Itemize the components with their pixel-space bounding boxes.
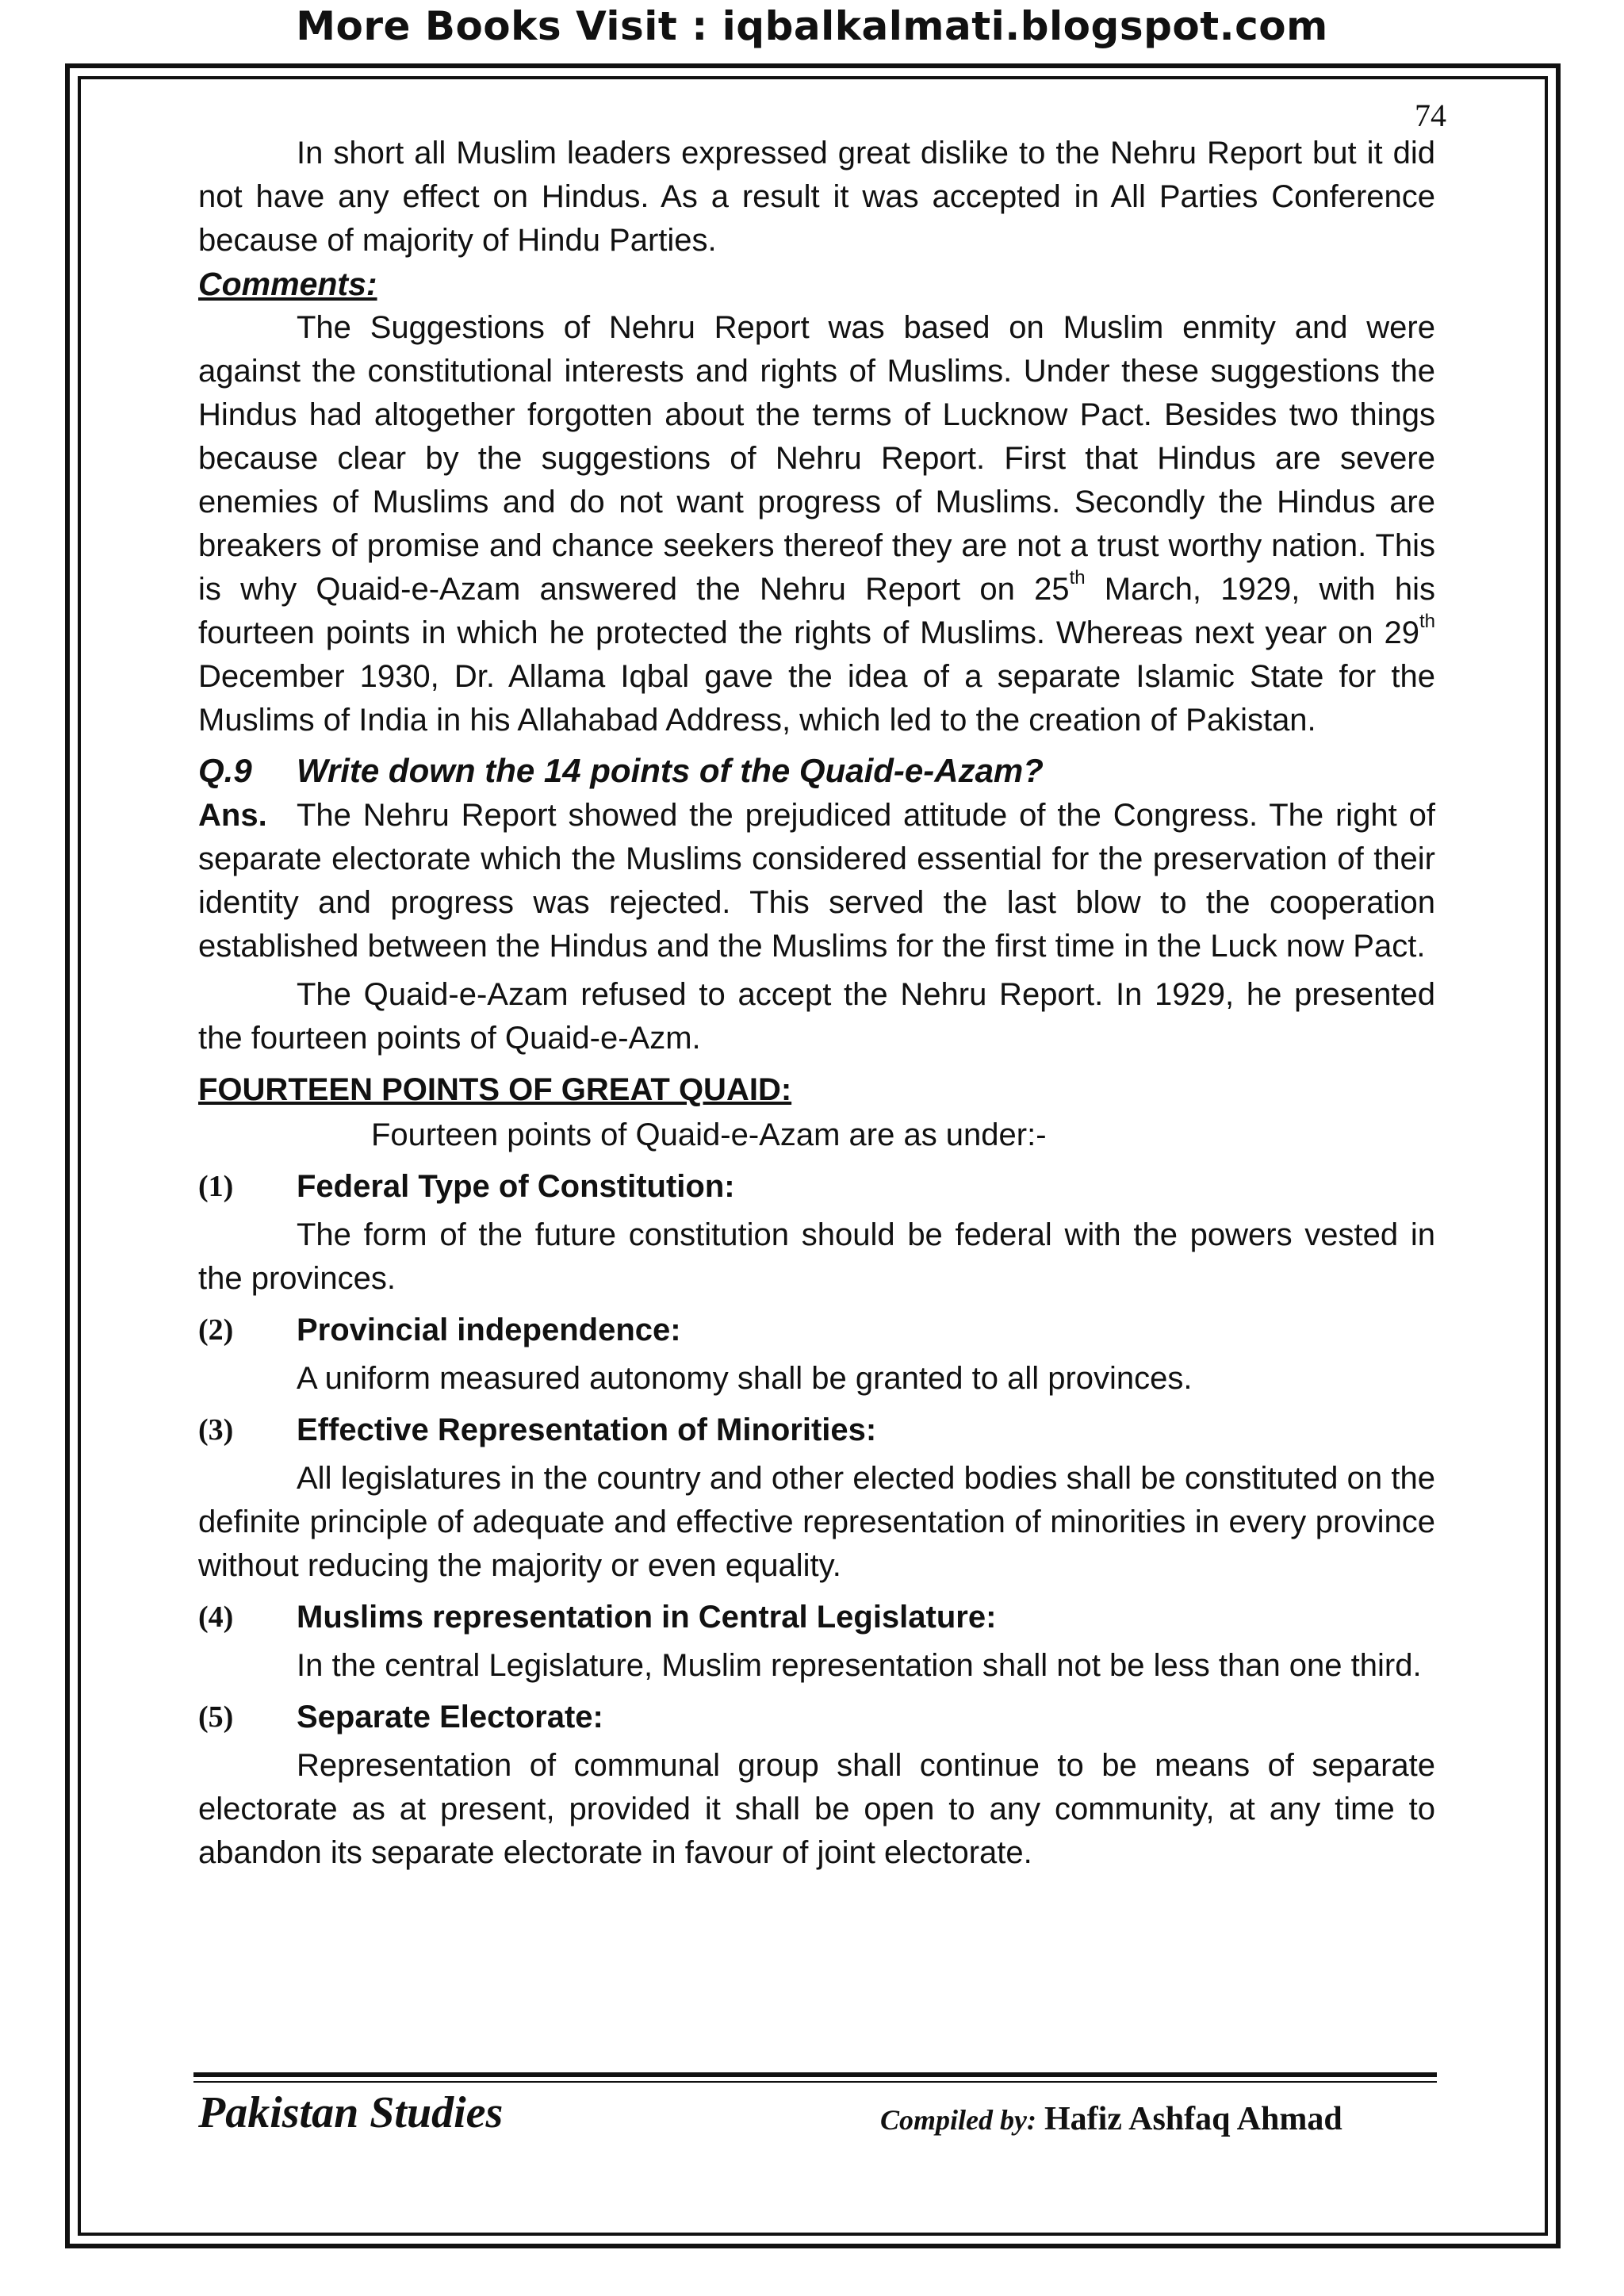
point-item <box>198 1309 1435 1401</box>
point-item <box>198 1409 1435 1588</box>
intro-paragraph: In short all Muslim leaders expressed great dislike to the Nehru Report but it did not have any effect on Hindus. As a result it was accepted in All Parties Conference because of majority of Hindu Parties. <box>198 136 1435 258</box>
answer-paragraph-2: The Quaid-e-Azam refused to accept the Nehru Report. In 1929, he presented the fourteen points of Quaid-e-Azm. <box>198 977 1435 1056</box>
question-text: Write down the 14 points of the Quaid-e-Azam? <box>297 752 1044 789</box>
footer-rule-thick <box>193 2072 1437 2077</box>
question-number: Q.9 <box>198 752 252 789</box>
point-item <box>198 1696 1435 1875</box>
comments-text-3: December 1930, Dr. Allama Iqbal gave the idea of a separate Islamic State for the Muslims of India in his Allahabad Address, which led to the creation of Pakistan. <box>198 659 1435 738</box>
footer-book-title: Pakistan Studies <box>198 2088 504 2137</box>
point-text: Representation of communal group shall continue to be means of separate electorate as at present, provided it shall be open to any community, at any time to abandon its separate electorate in favour of joint electorate. <box>198 1748 1435 1870</box>
point-item <box>198 1165 1435 1301</box>
point-text: All legislatures in the country and other elected bodies shall be constituted on the definite principle of adequate and effective representation of minorities in every province without reducing the majority or even equality. <box>198 1461 1435 1583</box>
compiler-name: Hafiz Ashfaq Ahmad <box>1044 2101 1342 2137</box>
comments-text-1: The Suggestions of Nehru Report was based on Muslim enmity and were against the constitutional interests and rights of Muslims. Under these suggestions the Hindus had altogether forgotten about the terms of Lucknow Pact. Besides two things because clear by the suggestions of Nehru Report. First that Hindus are severe enemies of Muslims and do not want progress of Muslims. Secondly the Hindus are breakers of promise and chance seekers thereof they are not a trust worthy nation. This is why Quaid-e-Azam answered the Nehru Report on 25 <box>198 310 1435 607</box>
point-number: (1) <box>198 1170 234 1203</box>
point-title: Muslims representation in Central Legislature: <box>297 1600 997 1635</box>
point-number: (4) <box>198 1600 234 1634</box>
comments-paragraph <box>198 306 1435 742</box>
page-number: 74 <box>1415 98 1446 133</box>
point-title: Effective Representation of Minorities: <box>297 1412 877 1447</box>
superscript-th-1: th <box>1069 567 1086 588</box>
answer-paragraph-1 <box>198 794 1435 968</box>
footer-compiler <box>880 2100 1342 2138</box>
superscript-th-2: th <box>1419 611 1435 632</box>
footer-rule-thin <box>193 2081 1437 2083</box>
point-number: (3) <box>198 1413 234 1447</box>
comments-text-2: March, 1929, with his fourteen points in which he protected the rights of Muslims. Whereas next year on 29 <box>198 572 1436 650</box>
answer-text-1: The Nehru Report showed the prejudiced attitude of the Congress. The right of separate electorate which the Muslims considered essential for the preservation of their identity and progress was rejected. This served the last blow to the cooperation established between the Hindus and the Muslims for the first time in the Luck now Pact. <box>198 798 1435 964</box>
point-text: The form of the future constitution should be federal with the powers vested in the provinces. <box>198 1217 1435 1296</box>
compiled-by-label: Compiled by: <box>880 2104 1036 2136</box>
point-title: Federal Type of Constitution: <box>297 1169 735 1204</box>
question-line <box>198 749 1435 792</box>
page-content <box>198 132 1435 1875</box>
comments-heading: Comments: <box>198 266 377 302</box>
point-text: In the central Legislature, Muslim representation shall not be less than one third. <box>297 1648 1422 1683</box>
point-number: (2) <box>198 1313 234 1347</box>
fourteen-points-heading: FOURTEEN POINTS OF GREAT QUAID: <box>198 1072 792 1107</box>
point-title: Provincial independence: <box>297 1313 681 1347</box>
point-item <box>198 1596 1435 1688</box>
fourteen-points-intro: Fourteen points of Quaid-e-Azam are as under:- <box>371 1117 1047 1152</box>
answer-label: Ans. <box>198 798 267 833</box>
blog-banner: More Books Visit : iqbalkalmati.blogspot.com <box>296 3 1328 49</box>
point-title: Separate Electorate: <box>297 1700 603 1734</box>
point-text: A uniform measured autonomy shall be granted to all provinces. <box>297 1361 1193 1396</box>
point-number: (5) <box>198 1700 234 1734</box>
